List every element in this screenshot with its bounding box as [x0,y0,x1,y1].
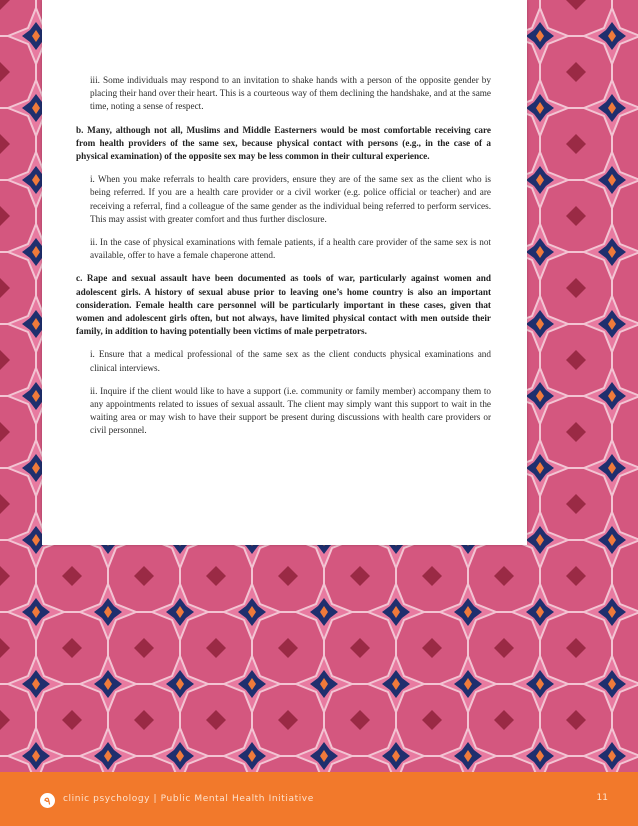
footer-title: clinic psychology | Public Mental Health Initiative [63,794,314,804]
page-number: 11 [596,793,608,803]
page-footer [0,772,638,826]
paragraph-iii-handshake: iii. Some individuals may respond to an invitation to shake hands with a person of the opposite gender by placing their hand over their heart. This is a courteous way of them declining the handshake, and at the same time, noting a sense of respect. [90,75,491,112]
paragraph-ii-chaperone: ii. In the case of physical examinations with female patients, if a health care provider of the same sex is not available, offer to have a female chaperone attend. [90,237,491,261]
text-page [42,0,527,545]
clinic-logo-icon [40,793,55,808]
paragraph-ii-support-person: ii. Inquire if the client would like to have a support (i.e. community or family member) accompany them to any appointments related to issues of sexual assault. The client may simply want this support to wait in the waiting area or may wish to have their support be present during discussions with health care providers or civil personnel. [90,385,491,436]
paragraph-i-same-sex-professional: i. Ensure that a medical professional of the same sex as the client conducts physical examinations and clinical interviews. [90,349,491,373]
document-body [76,74,491,448]
paragraph-i-referrals: i. When you make referrals to health care providers, ensure they are of the same sex as the client who is being referred. If you are a health care provider or a civil worker (e.g. police official or teacher) and are receiving a referral, find a colleague of the same gender as the individual being referred to perform services. This may assist with greater comfort and thus further disclosure. [90,174,491,224]
paragraph-b-same-sex-care: b. Many, although not all, Muslims and Middle Easterners would be most comfortable receiving care from health providers of the same sex, because physical contact with persons (e.g., in the case of a physical examination) of the opposite sex may be less common in their cultural experience. [76,124,491,162]
paragraph-c-sexual-assault: c. Rape and sexual assault have been documented as tools of war, particularly against women and adolescent girls. A history of sexual abuse prior to leaving one’s home country is also an important consideration. Female health care personnel will be particularly important in these cases, given that women and adolescent girls often, but not always, have limited physical contact with men outside their family, in addition to having potentially been victims of male perpetrators. [76,273,491,337]
